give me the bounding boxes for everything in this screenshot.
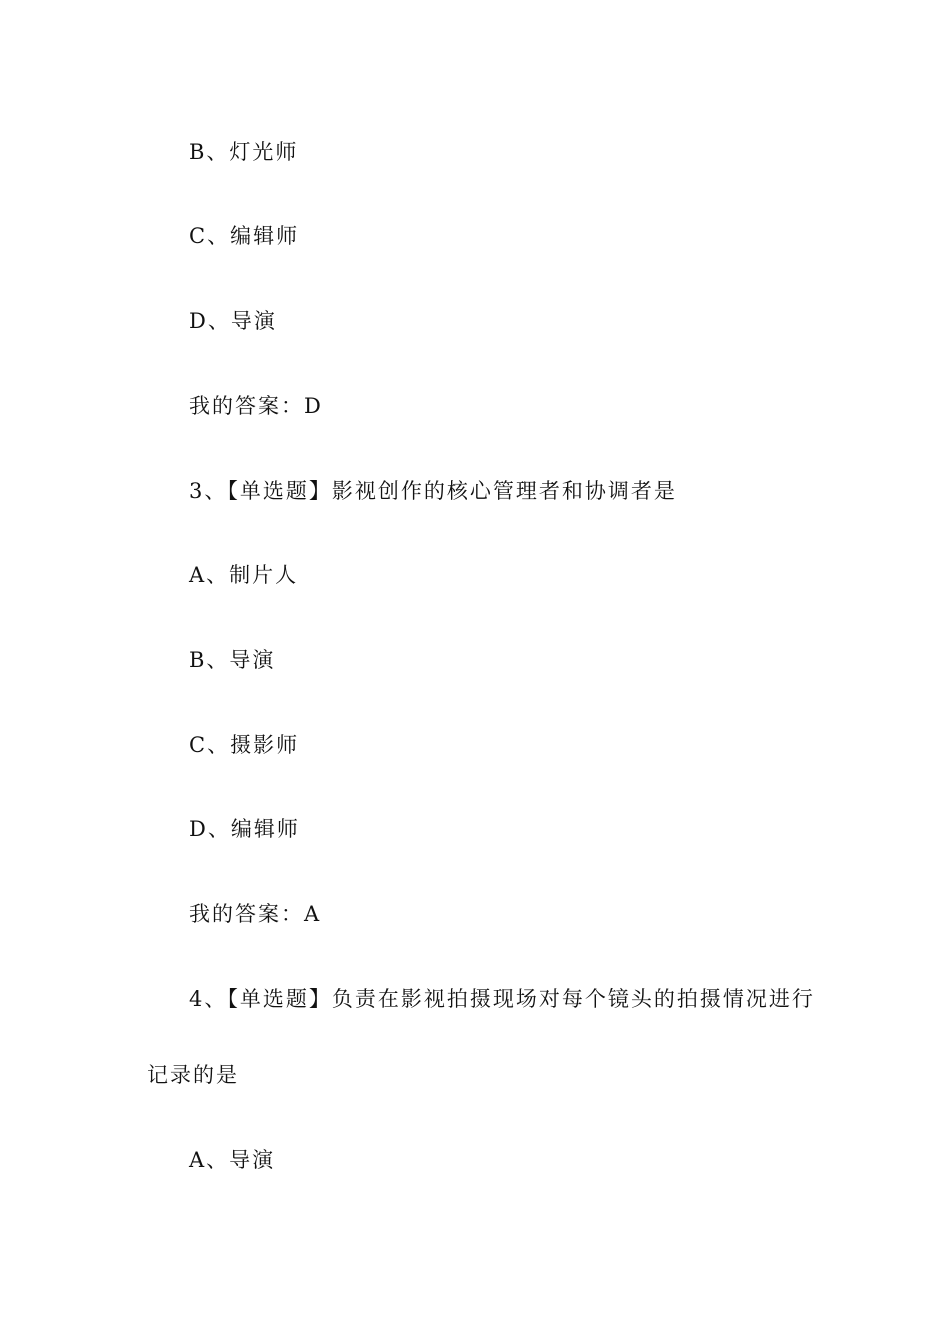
- q3-option-b: B、导演: [189, 648, 276, 672]
- q3-option-a: A、制片人: [189, 563, 299, 587]
- q3-option-d: D、编辑师: [189, 817, 300, 841]
- q3-option-c: C、摄影师: [189, 733, 300, 757]
- q2-option-d: D、导演: [189, 309, 277, 333]
- q2-option-b: B、灯光师: [189, 140, 299, 164]
- q3-my-answer: 我的答案：A: [189, 902, 322, 926]
- q4-question-line1: 4、【单选题】负责在影视拍摄现场对每个镜头的拍摄情况进行: [189, 987, 815, 1011]
- q2-option-c: C、编辑师: [189, 224, 300, 248]
- q4-option-a: A、导演: [189, 1148, 276, 1172]
- q4-question-line2: 记录的是: [147, 1063, 239, 1087]
- q3-question: 3、【单选题】影视创作的核心管理者和协调者是: [189, 479, 677, 503]
- q2-my-answer: 我的答案：D: [189, 394, 323, 418]
